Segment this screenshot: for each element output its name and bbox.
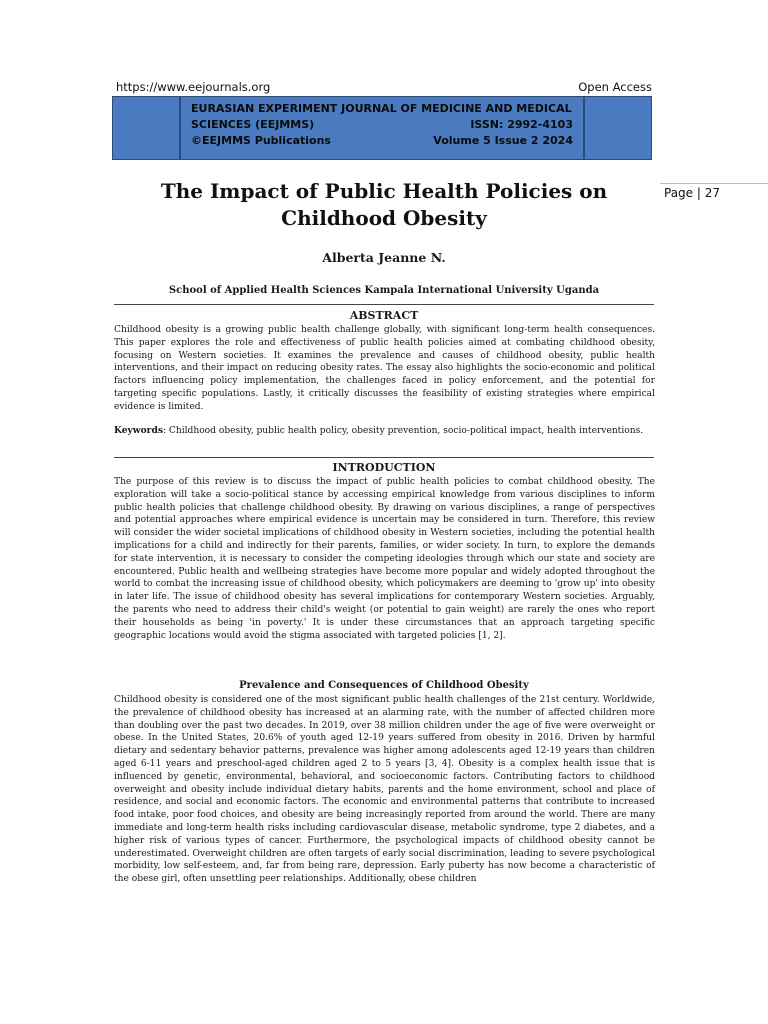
- abstract-text: Childhood obesity is a growing public health challenge globally, with significant long-term health consequences. This paper explores the role and effectiveness of public health policies aimed at combating childhood obesity, focusing on Western societies. It examines the prevalence and causes of childhood obesity, public health interventions, and their impact on reducing obesity rates. The essay also highlights the socio-economic and political factors influencing policy implementation, the challenges faced in policy enforcement, and the potential for targeting specific populations. Lastly, it critically discusses the feasibility of existing strategies where empirical evidence is limited.: [114, 325, 655, 412]
- keywords: [114, 425, 655, 438]
- journal-banner: [112, 96, 652, 160]
- banner-right-block: [583, 97, 651, 159]
- keywords-label: Keywords: [114, 425, 163, 436]
- journal-name-line2: SCIENCES (EEJMMS): [191, 118, 315, 131]
- prevalence-text: Childhood obesity is considered one of the most significant public health challenges of the 21st century. Worldwide, the prevalence of childhood obesity has increased at an alarming rate, with the number of affected children more than doubling over the past two decades. In 2019, over 38 million children under the age of five were overweight or obese. In the United States, 20.6% of youth aged 12-19 years suffered from obesity in 2016. Driven by harmful dietary and sedentary behavior patterns, prevalence was higher among adolescents aged 12-19 years than children aged 6-11 years and preschool-aged children aged 2 to 5 years [3, 4]. Obesity is a complex health issue that is influenced by genetic, environmental, behavioral, and socioeconomic factors. Contributing factors to childhood overweight and obesity include individual dietary habits, parents and the home environment, school and place of residence, and social and economic factors. The economic and environmental patterns that contribute to increased food intake, poor food choices, and obesity are being increasingly reported from around the world. There are many immediate and long-term health risks including cardiovascular disease, metabolic syndrome, type 2 diabetes, and a higher risk of various types of cancer. Furthermore, the psychological impacts of childhood obesity cannot be underestimated. Overweight children are often targets of early social discrimination, leading to severe psychological morbidity, low self-esteem, and, far from being rare, depression. Early puberty has now become a characteristic of the obese girl, often unsettling peer relationships. Additionally, obese children: [114, 695, 655, 885]
- keywords-list: : Childhood obesity, public health policy, obesity prevention, socio-political impact, health interventions.: [162, 426, 644, 436]
- page-divider: [660, 183, 768, 184]
- publisher: ©EEJMMS Publications: [191, 134, 331, 147]
- introduction-heading: INTRODUCTION: [332, 461, 436, 474]
- issn: ISSN: 2992-4103: [470, 118, 573, 131]
- abstract-heading: ABSTRACT: [349, 309, 419, 322]
- volume-issue: Volume 5 Issue 2 2024: [433, 134, 573, 147]
- article-title: The Impact of Public Health Policies on Childhood Obesity: [160, 179, 608, 230]
- prevalence-heading: Prevalence and Consequences of Childhood Obesity: [239, 680, 529, 691]
- divider-top: [114, 304, 654, 305]
- journal-url[interactable]: https://www.eejournals.org: [116, 80, 271, 94]
- page-number: Page | 27: [664, 186, 720, 200]
- banner-text: [181, 97, 583, 159]
- open-access-label: Open Access: [578, 80, 652, 94]
- banner-left-block: [113, 97, 181, 159]
- author-name: Alberta Jeanne N.: [322, 250, 446, 265]
- author-affiliation: School of Applied Health Sciences Kampala International University Uganda: [168, 285, 600, 296]
- divider-mid: [114, 457, 654, 458]
- journal-name-line1: EURASIAN EXPERIMENT JOURNAL OF MEDICINE AND MEDICAL: [191, 102, 572, 115]
- introduction-text: The purpose of this review is to discuss the impact of public health policies to combat childhood obesity. The exploration will take a socio-political stance by accessing empirical knowledge from various disciplines to inform public health policies that challenge childhood obesity. By drawing on various disciplines, a range of perspectives and potential approaches where empirical evidence is uncertain may be considered in turn. Therefore, this review will consider the wider societal implications of childhood obesity in Western societies, including the potential health implications for a child and indirectly for their parents, families, or wider society. In turn, to explore the demands for state intervention, it is necessary to consider the competing ideologies through which our state and society are encountered. Public health and wellbeing strategies have become more popular and widely adopted throughout the world to combat the increasing issue of childhood obesity, which policymakers are deeming to 'grow up' into obesity in later life. The issue of childhood obesity has several implications for contemporary Western societies. Arguably, the parents who need to address their child's weight (or potential to gain weight) are rarely the ones who report their households as being 'in poverty.' It is under these circumstances that an approach targeting specific geographic locations would avoid the stigma associated with targeted policies [1, 2].: [114, 477, 655, 641]
